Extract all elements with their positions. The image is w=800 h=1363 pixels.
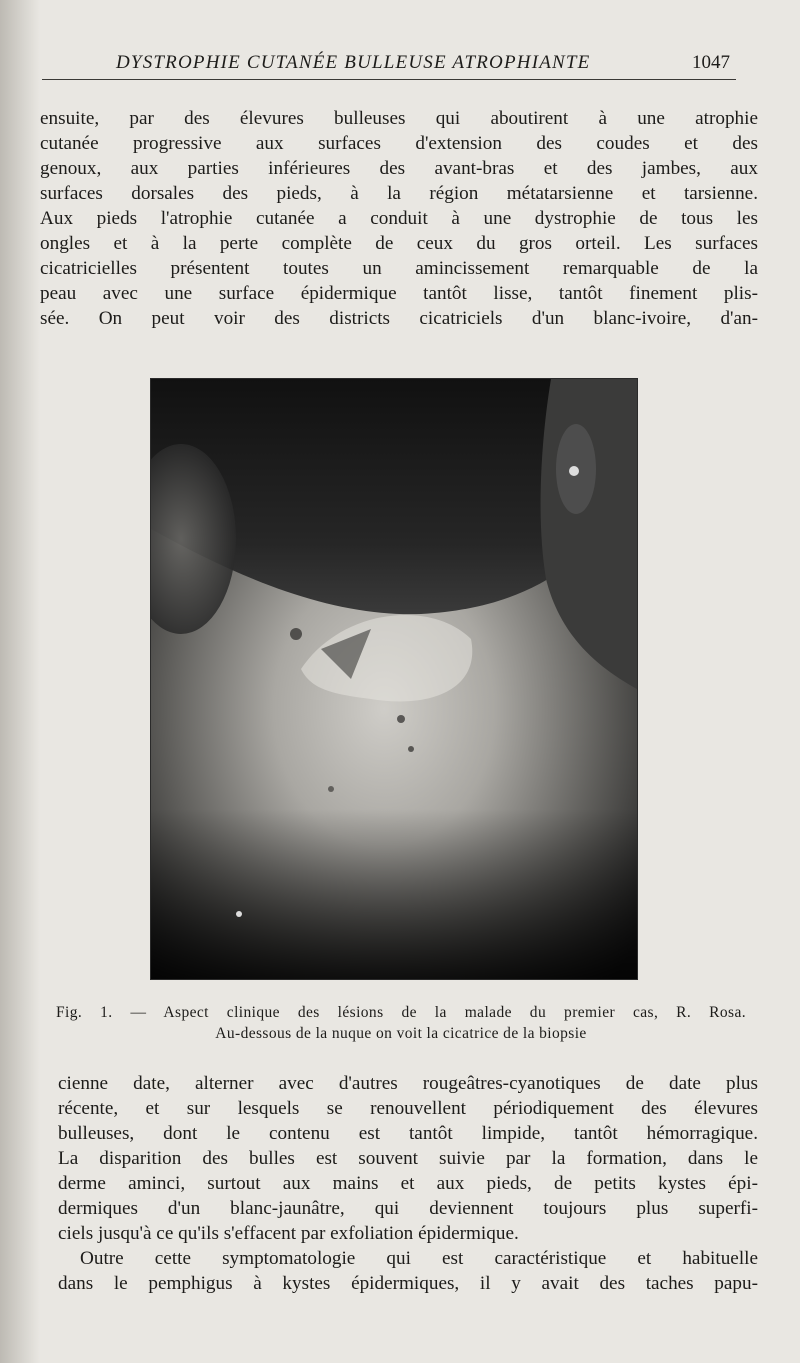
body-text-top — [40, 106, 758, 331]
text-line: ciels jusqu'à ce qu'ils s'effacent par exfoliation épidermique. — [58, 1223, 519, 1244]
text-line: récente, et sur lesquels se renouvellent périodiquement des élevures — [58, 1098, 758, 1119]
body-text-bottom — [58, 1071, 758, 1296]
text-line: derme aminci, surtout aux mains et aux pieds, de petits kystes épi- — [58, 1173, 758, 1194]
figure-caption — [56, 1002, 746, 1044]
running-header — [40, 50, 740, 80]
text-line: cicatricielles présentent toutes un amincissement remarquable de la — [40, 258, 758, 279]
text-line: Aux pieds l'atrophie cutanée a conduit à une dystrophie de tous les — [40, 208, 758, 229]
text-line: La disparition des bulles est souvent suivie par la formation, dans le — [58, 1148, 758, 1169]
text-line: Outre cette symptomatologie qui est caractéristique et habituelle — [80, 1248, 758, 1269]
page-gutter-shadow — [0, 0, 40, 1363]
photograph-image — [151, 379, 637, 979]
header-rule — [42, 79, 736, 80]
text-line: ongles et à la perte complète de ceux du gros orteil. Les surfaces — [40, 233, 758, 254]
text-line: dermiques d'un blanc-jaunâtre, qui deviennent toujours plus superfi- — [58, 1198, 758, 1219]
text-line: genoux, aux parties inférieures des avant-bras et des jambes, aux — [40, 158, 758, 179]
caption-line-1: Fig. 1. — Aspect clinique des lésions de la malade du premier cas, R. Rosa. — [56, 1004, 746, 1021]
text-line: dans le pemphigus à kystes épidermiques, il y avait des taches papu- — [58, 1273, 758, 1294]
text-line: cienne date, alterner avec d'autres rougeâtres-cyanotiques de date plus — [58, 1073, 758, 1094]
caption-line-2: Au-dessous de la nuque on voit la cicatrice de la biopsie — [215, 1025, 587, 1042]
text-line: ensuite, par des élevures bulleuses qui aboutirent à une atrophie — [40, 108, 758, 129]
text-line: cutanée progressive aux surfaces d'extension des coudes et des — [40, 133, 758, 154]
text-line: bulleuses, dont le contenu est tantôt limpide, tantôt hémorragique. — [58, 1123, 758, 1144]
text-line: surfaces dorsales des pieds, à la région métatarsienne et tarsienne. — [40, 183, 758, 204]
text-line: sée. On peut voir des districts cicatriciels d'un blanc-ivoire, d'an- — [40, 308, 758, 329]
page-number: 1047 — [692, 52, 730, 73]
running-title: DYSTROPHIE CUTANÉE BULLEUSE ATROPHIANTE — [116, 52, 591, 73]
clinical-photograph — [150, 378, 638, 980]
text-line: peau avec une surface épidermique tantôt lisse, tantôt finement plis- — [40, 283, 758, 304]
